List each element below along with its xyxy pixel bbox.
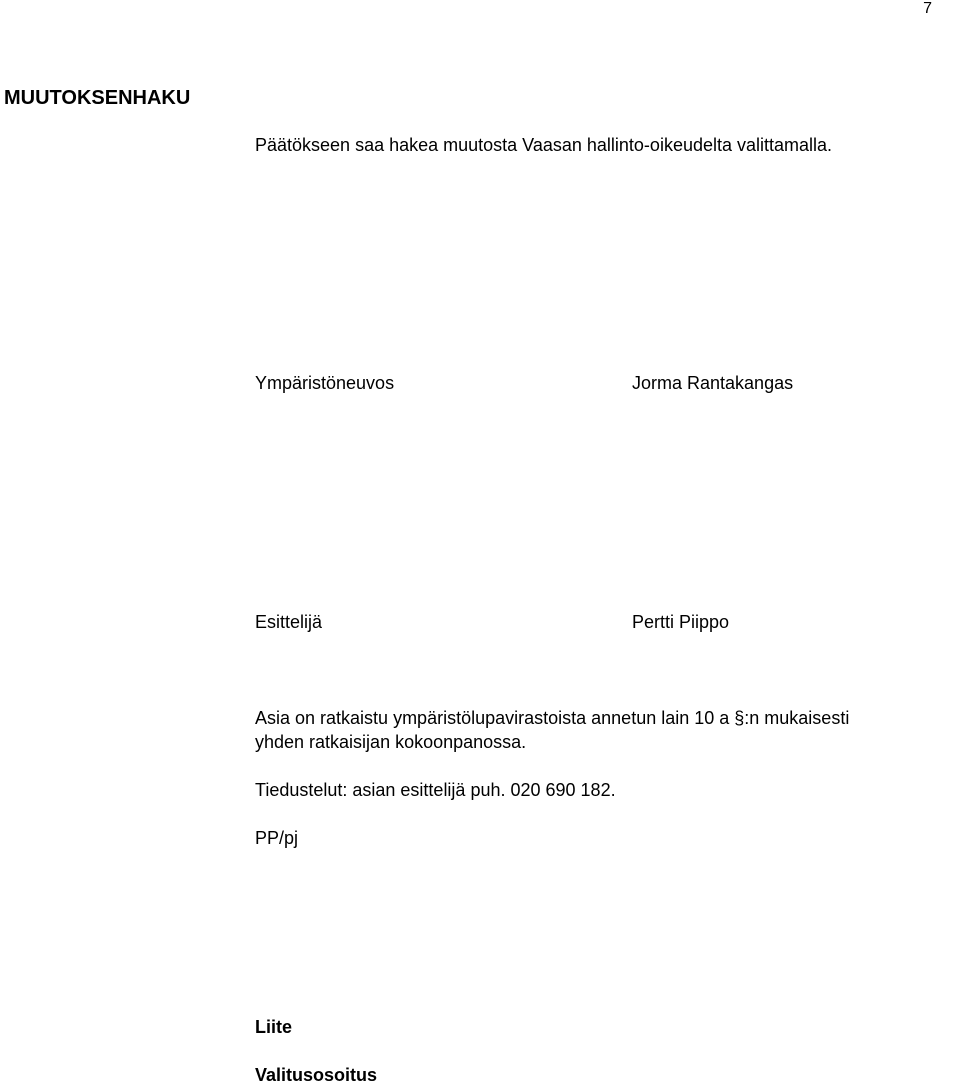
inquiries-text: Tiedustelut: asian esittelijä puh. 020 690 182.: [255, 780, 616, 800]
page-number: 7: [923, 0, 932, 17]
signature-name: Jorma Rantakangas: [632, 373, 794, 393]
signature-title: Esittelijä: [255, 612, 323, 632]
signature-name: Pertti Piippo: [632, 612, 730, 632]
attachment-item: Valitusosoitus: [255, 1065, 378, 1085]
decision-note-line: Asia on ratkaistu ympäristölupavirastoista annetun lain 10 a §:n mukaisesti: [255, 708, 850, 728]
decision-note: [255, 706, 849, 754]
appeal-text: Päätökseen saa hakea muutosta Vaasan hallinto-oikeudelta valittamalla.: [255, 135, 833, 155]
section-heading: MUUTOKSENHAKU: [4, 87, 191, 109]
decision-note-line: yhden ratkaisijan kokoonpanossa.: [255, 732, 527, 752]
attachment-label: Liite: [255, 1017, 293, 1037]
signature-title: Ympäristöneuvos: [255, 373, 395, 393]
initials-text: PP/pj: [255, 828, 299, 848]
